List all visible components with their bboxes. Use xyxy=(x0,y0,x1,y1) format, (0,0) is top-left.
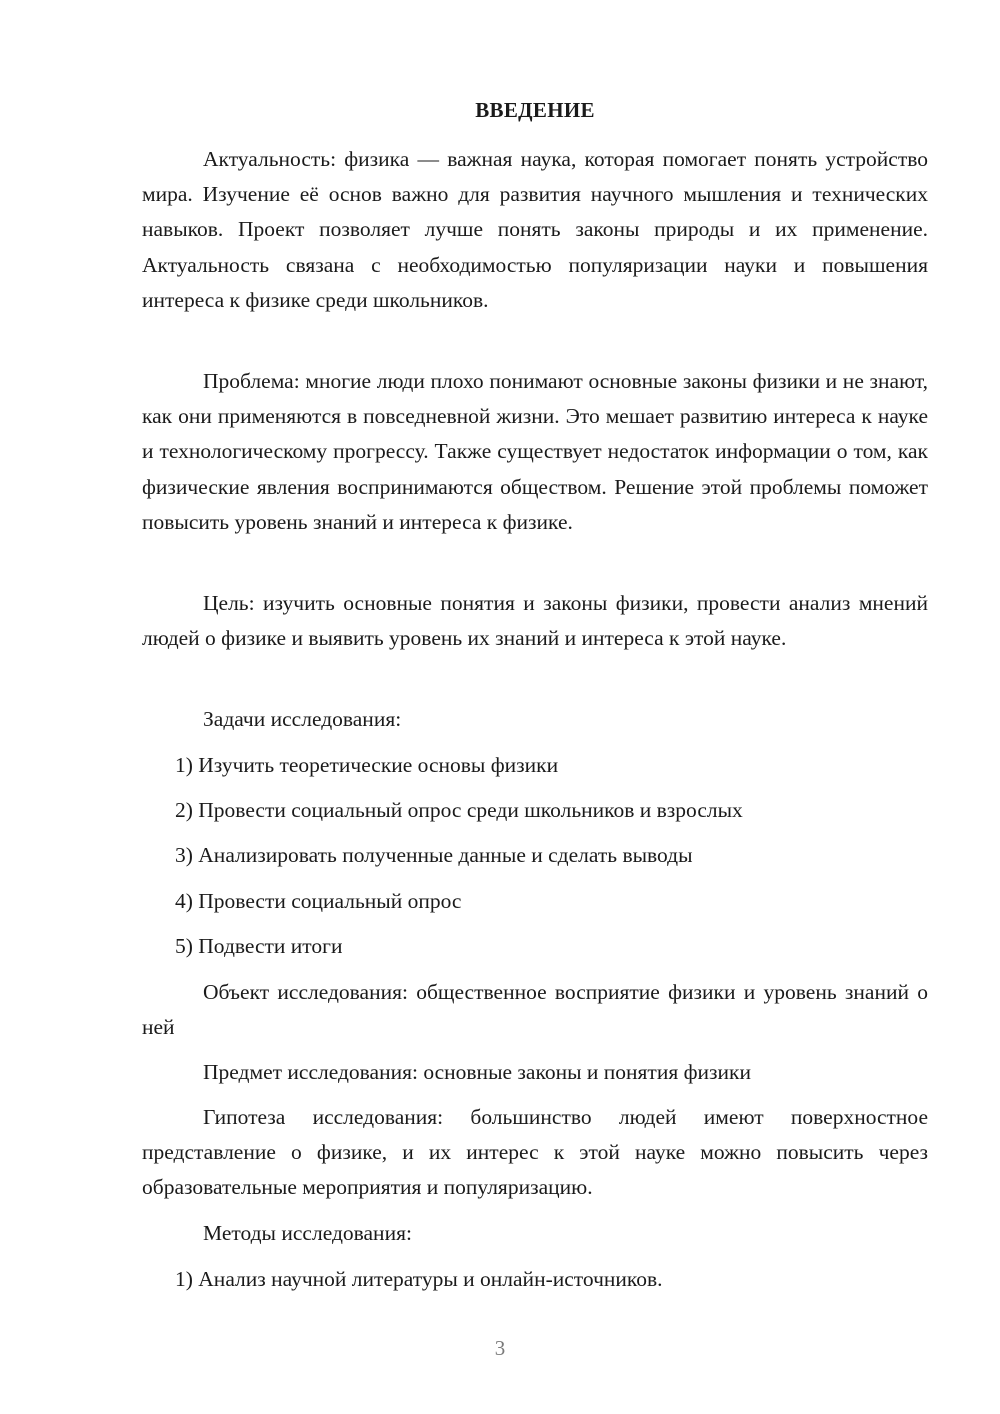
tasks-heading: Задачи исследования: xyxy=(203,707,402,731)
page-title: ВВЕДЕНИЕ xyxy=(475,98,595,122)
task-item-3: 3) Анализировать полученные данные и сделать выводы xyxy=(175,843,693,867)
task-item-5: 5) Подвести итоги xyxy=(175,934,343,958)
relevance-paragraph: Актуальность: физика — важная наука, которая помогает понять устройство мира. Изучение её основ важно для развития научного мышления и технических навыков. Проект позволяет лучше понять законы природы и их применение. Актуальность связана с необходимостью популяризации науки и повышения интереса к физике среди школьников. xyxy=(142,147,928,312)
task-item-2: 2) Провести социальный опрос среди школьников и взрослых xyxy=(175,798,743,822)
task-item-1: 1) Изучить теоретические основы физики xyxy=(175,753,559,777)
page-number: 3 xyxy=(494,1336,506,1360)
goal-paragraph: Цель: изучить основные понятия и законы физики, провести анализ мнений людей о физике и выявить уровень их знаний и интереса к этой науке. xyxy=(142,591,928,651)
subject-paragraph: Предмет исследования: основные законы и понятия физики xyxy=(203,1060,751,1084)
hypothesis-paragraph: Гипотеза исследования: большинство людей имеют поверхностное представление о физике, и их интерес к этой науке можно повысить через образовательные мероприятия и популяризацию. xyxy=(142,1105,928,1200)
method-item-1: 1) Анализ научной литературы и онлайн-источников. xyxy=(175,1267,663,1291)
object-paragraph: Объект исследования: общественное восприятие физики и уровень знаний о ней xyxy=(142,980,928,1040)
methods-heading: Методы исследования: xyxy=(203,1221,412,1245)
task-item-4: 4) Провести социальный опрос xyxy=(175,889,462,913)
problem-paragraph: Проблема: многие люди плохо понимают основные законы физики и не знают, как они применяются в повседневной жизни. Это мешает развитию интереса к науке и технологическому прогрессу. Также существует недостаток информации о том, как физические явления воспринимаются обществом. Решение этой проблемы поможет повысить уровень знаний и интереса к физике. xyxy=(142,369,928,534)
